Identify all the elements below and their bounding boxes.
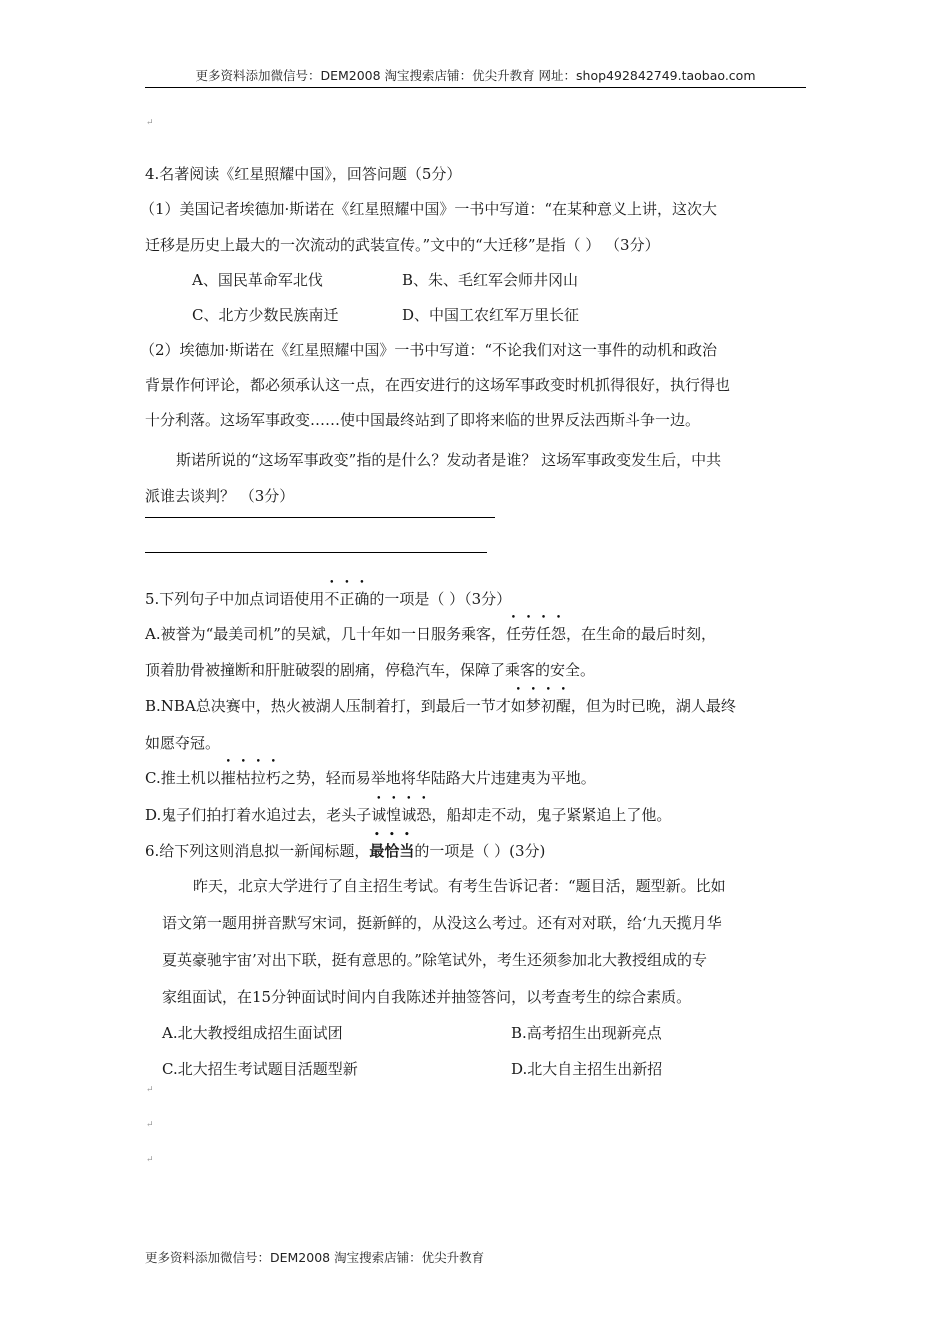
q4-option-c: C、北方少数民族南迁 [192,306,339,324]
q4-option-a: A、国民革命军北伐 [192,271,323,289]
page-header: 更多资料添加微信号：DEM2008 淘宝搜索店铺：优尖升教育 网址：shop492842749.taobao.com [195,68,756,83]
paragraph-mark: ↵ [146,1155,154,1165]
q6-news-line4: 家组面试，在15分钟面试时间内自我陈述并抽签答问，以考查考生的综合素质。 [162,988,692,1006]
paragraph-mark: ↵ [146,1120,154,1130]
q4-part2-line2: 背景作何评论，都必须承认这一点，在西安进行的这场军事政变时机抓得很好，执行得也 [145,376,731,394]
paragraph-mark: ↵ [146,1085,154,1095]
q6-title: 6.给下列这则消息拟一新闻标题，最恰当的一项是（ ）(3分) [145,842,546,860]
q6-option-d: D.北大自主招生出新招 [511,1060,663,1078]
q4-part1-line2: 迁移是历史上最大的一次流动的武装宣传。”文中的“大迁移”是指（ ） （3分） [145,236,660,254]
q6-option-b: B.高考招生出现新亮点 [511,1024,662,1042]
q6-option-a: A.北大教授组成招生面试团 [162,1024,343,1042]
q5-option-a-line2: 顶着肋骨被撞断和肝脏破裂的剧痛，停稳汽车，保障了乘客的安全。 [145,661,596,679]
paragraph-mark: ↵ [146,118,154,128]
q6-news-line1: 昨天，北京大学进行了自主招生考试。有考生告诉记者：“题目活，题型新。比如 [193,877,726,895]
q6-news-line2: 语文第一题用拼音默写宋词，挺新鲜的，从没这么考过。还有对对联，给‘九天揽月华 [162,914,722,932]
q5-option-c: C.推土机以摧枯拉朽之势，轻而易举地将华陆路大片违建夷为平地。 [145,769,596,787]
q6-option-c: C.北大招生考试题目活题型新 [162,1060,358,1078]
q4-part2-question-line1: 斯诺所说的“这场军事政变”指的是什么？发动者是谁？ 这场军事政变发生后，中共 [176,451,722,469]
page-footer: 更多资料添加微信号：DEM2008 淘宝搜索店铺：优尖升教育 [145,1250,485,1265]
header-rule [145,87,806,88]
q4-option-b: B、朱、毛红军会师井冈山 [402,271,579,289]
q4-part2-line3: 十分利落。这场军事政变……使中国最终站到了即将来临的世界反法西斯斗争一边。 [145,411,701,429]
q6-news-line3: 夏英豪驰宇宙’对出下联，挺有意思的。”除笔试外，考生还须参加北大教授组成的专 [162,951,707,969]
answer-line [145,552,487,553]
q4-part2-question-line2: 派谁去谈判？ （3分） [145,487,295,505]
q5-option-a-line1: A.被誉为“最美司机”的吴斌，几十年如一日服务乘客，任劳任怨，在生命的最后时刻， [145,625,717,643]
q4-option-d: D、中国工农红军万里长征 [402,306,580,324]
q5-title: 5.下列句子中加点词语使用不正确的一项是（ ）（3分） [145,590,512,608]
answer-line [145,517,495,518]
q5-option-b-line1: B.NBA总决赛中，热火被湖人压制着打，到最后一节才如梦初醒，但为时已晚，湖人最终 [145,697,736,715]
q4-title: 4.名著阅读《红星照耀中国》，回答问题（5分） [145,165,462,183]
q5-option-d: D.鬼子们拍打着水追过去，老头子诚惶诚恐，船却走不动，鬼子紧紧追上了他。 [145,806,672,824]
q5-option-b-line2: 如愿夺冠。 [145,734,221,752]
q4-part1-line1: （1）美国记者埃德加·斯诺在《红星照耀中国》一书中写道：“在某种意义上讲，这次大 [140,200,717,218]
q4-part2-line1: （2）埃德加·斯诺在《红星照耀中国》一书中写道：“不论我们对这一事件的动机和政治 [140,341,717,359]
